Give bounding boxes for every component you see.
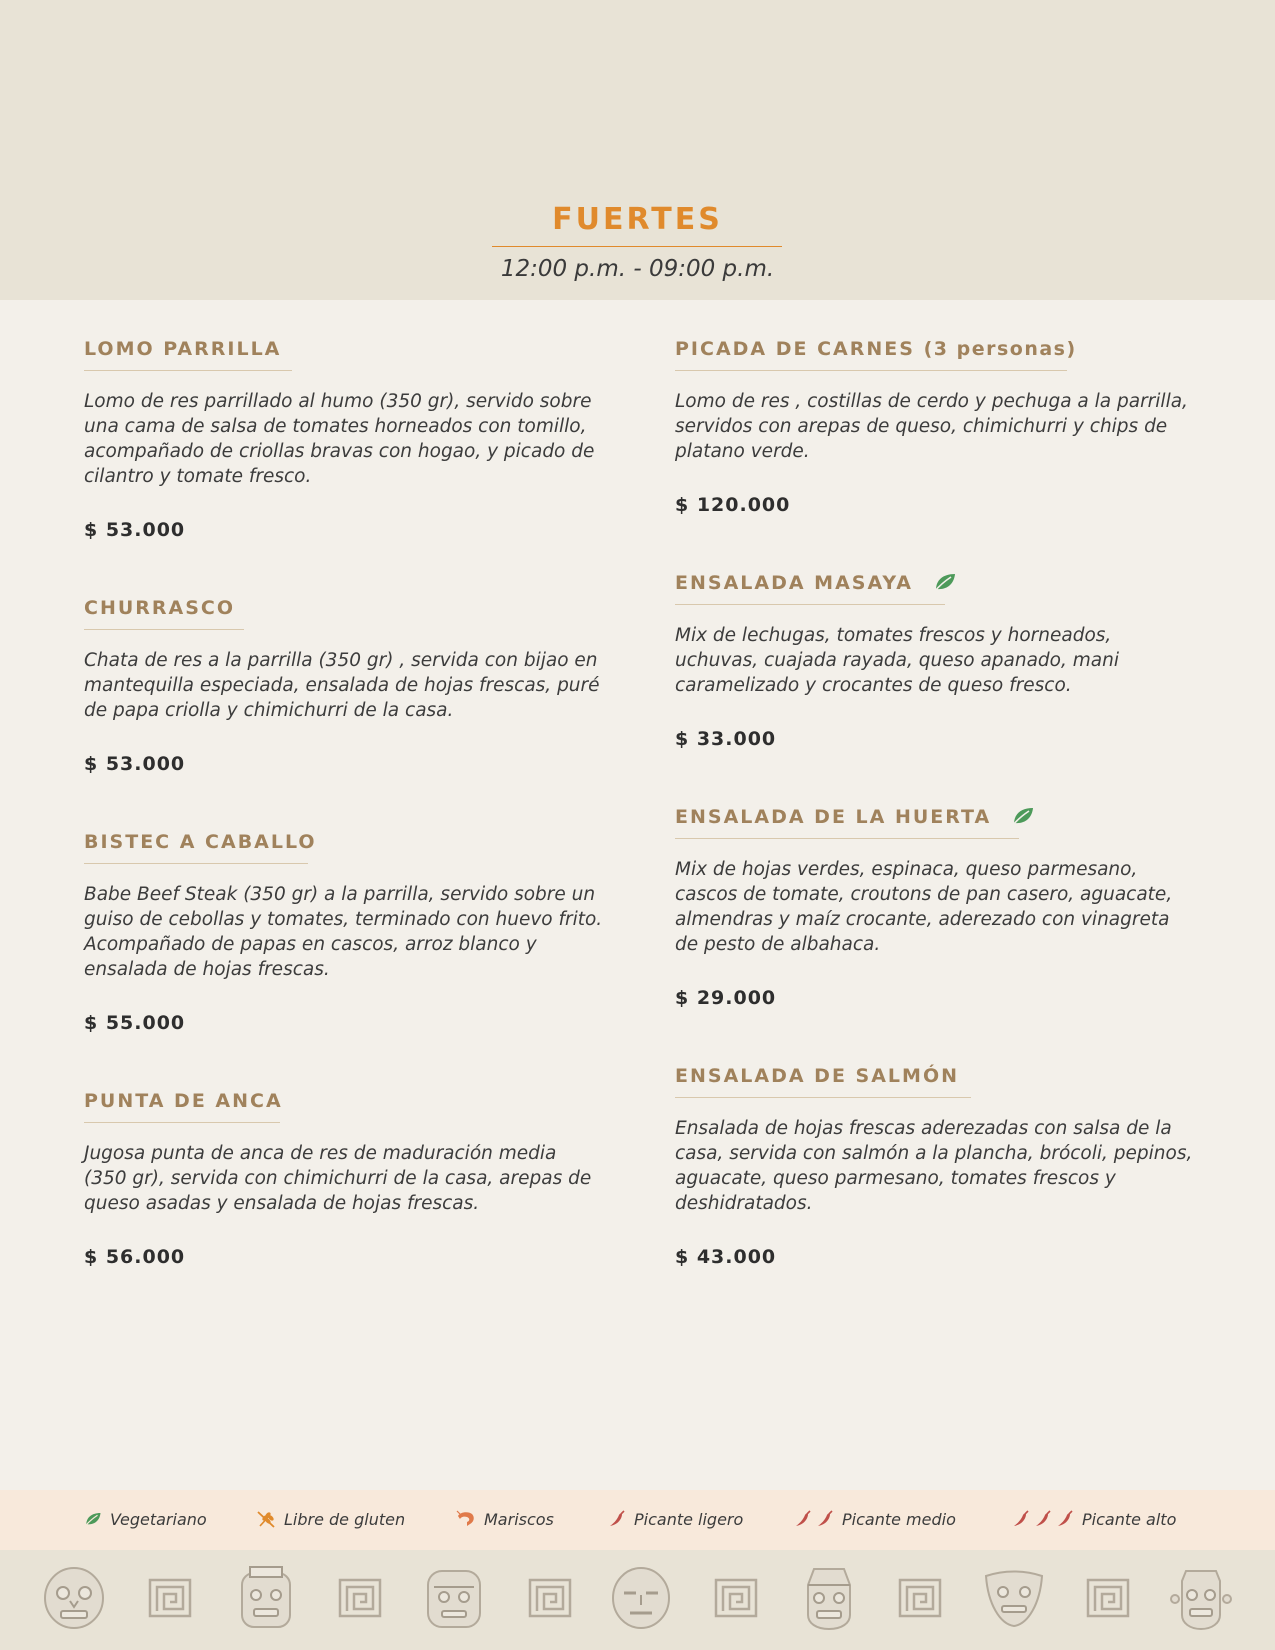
item-price: $ 56.000 (84, 1246, 186, 1268)
item-description: Ensalada de hojas frescas aderezadas con salsa de la casa, servida con salmón a la plancha, brócoli, pepinos, aguacate, queso parmesano, tomates frescos y deshidratados. (675, 1118, 1193, 1214)
item-divider (675, 604, 945, 605)
item-name: ENSALADA DE SALMÓN (675, 1065, 959, 1087)
menu-item-ensalada-de-la-huerta (675, 802, 1195, 1011)
mask-icon (610, 1565, 672, 1631)
item-description: Jugosa punta de anca de res de maduración media (350 gr), servida con chimichurri de la casa, arepas de queso asadas y ensalada de hojas frescas. (84, 1143, 592, 1214)
item-description: Babe Beef Steak (350 gr) a la parrilla, servido sobre un guiso de cebollas y tomates, terminado con huevo frito. Acompañado de papas en cascos, arroz blanco y ensalada de hojas frescas. (84, 884, 603, 980)
mask-icon (236, 1565, 296, 1631)
item-name: CHURRASCO (84, 597, 236, 619)
shrimp-icon (456, 1510, 476, 1528)
chili-pepper-icon (1034, 1510, 1052, 1528)
mask-icon (424, 1565, 484, 1631)
mask-icon (1170, 1565, 1232, 1631)
legend-label: Picante alto (1082, 1510, 1177, 1529)
section-hours: 12:00 p.m. - 09:00 p.m. (500, 256, 775, 282)
item-divider (675, 370, 1067, 371)
wheat-crossed-icon (256, 1509, 276, 1529)
menu-item-lomo-parrilla (84, 334, 604, 543)
item-price: $ 55.000 (84, 1012, 186, 1034)
spiral-icon (338, 1578, 382, 1618)
spiral-icon (898, 1578, 942, 1618)
item-price: $ 53.000 (84, 519, 186, 541)
item-name-text: ENSALADA DE LA HUERTA (675, 806, 992, 828)
legend-label: Picante ligero (634, 1510, 744, 1529)
vegetarian-leaf-icon (1011, 806, 1035, 826)
legend-label: Mariscos (484, 1510, 554, 1529)
item-price: $ 53.000 (84, 753, 186, 775)
item-name: LOMO PARRILLA (84, 338, 282, 360)
dietary-legend (0, 1490, 1275, 1550)
menu-item-bistec-a-caballo (84, 827, 604, 1036)
menu-column-left (84, 334, 604, 1270)
menu-item-punta-de-anca (84, 1086, 604, 1270)
item-description: Lomo de res parrillado al humo (350 gr), servido sobre una cama de salsa de tomates horneados con tomillo, acompañado de criollas bravas con hogao, y picado de cilantro y tomate fresco. (84, 391, 595, 487)
item-name (675, 802, 1035, 832)
legend-vegetarian (84, 1490, 207, 1550)
spiral-icon (528, 1578, 572, 1618)
item-name-text: PICADA DE CARNES (675, 338, 915, 360)
item-description: Mix de lechugas, tomates frescos y horneados, uchuvas, cuajada rayada, queso apanado, mani caramelizado y crocantes de queso fresco. (675, 625, 1119, 696)
title-divider (492, 246, 782, 247)
item-name: PUNTA DE ANCA (84, 1090, 283, 1112)
item-name (675, 568, 957, 598)
decorative-footer (0, 1550, 1275, 1650)
legend-label: Picante medio (842, 1510, 956, 1529)
chili-pepper-icon (816, 1510, 834, 1528)
item-divider (84, 1122, 280, 1123)
legend-label: Vegetariano (110, 1510, 207, 1529)
item-divider (84, 370, 292, 371)
vegetarian-leaf-icon (933, 572, 957, 592)
spiral-icon (1086, 1578, 1130, 1618)
item-price: $ 43.000 (675, 1246, 777, 1268)
item-divider (84, 863, 308, 864)
item-price: $ 33.000 (675, 728, 777, 750)
menu-column-right (675, 334, 1195, 1270)
legend-medium-spicy (794, 1490, 956, 1550)
chili-pepper-icon (794, 1510, 812, 1528)
legend-mild-spicy (608, 1490, 743, 1550)
item-divider (84, 629, 244, 630)
spiral-icon (714, 1578, 758, 1618)
menu-item-ensalada-masaya (675, 568, 1195, 752)
spiral-icon (148, 1578, 192, 1618)
chili-pepper-icon (1012, 1510, 1030, 1528)
section-title: FUERTES (552, 202, 723, 237)
section-header (0, 0, 1275, 300)
chili-pepper-icon (1056, 1510, 1074, 1528)
legend-gluten-free (256, 1490, 405, 1550)
mask-icon (984, 1570, 1044, 1628)
mask-icon (800, 1565, 858, 1631)
leaf-icon (84, 1511, 102, 1527)
legend-label: Libre de gluten (284, 1510, 406, 1529)
item-description: Mix de hojas verdes, espinaca, queso parmesano, cascos de tomate, croutons de pan casero, aguacate, almendras y maíz crocante, aderezado con vinagreta de pesto de albahaca. (675, 859, 1173, 955)
item-name-suffix: (3 personas) (923, 338, 1077, 360)
item-name-text: ENSALADA MASAYA (675, 572, 913, 594)
item-divider (675, 838, 1019, 839)
menu-item-churrasco (84, 593, 604, 777)
chili-pepper-icon (608, 1510, 626, 1528)
mask-icon (42, 1565, 106, 1631)
item-name (675, 334, 1077, 364)
item-price: $ 29.000 (675, 987, 777, 1009)
item-description: Lomo de res , costillas de cerdo y pechuga a la parrilla, servidos con arepas de queso, chimichurri y chips de platano verde. (675, 391, 1188, 462)
item-description: Chata de res a la parrilla (350 gr) , servida con bijao en mantequilla especiada, ensalada de hojas frescas, puré de papa criolla y chimichurri de la casa. (84, 650, 600, 721)
item-divider (675, 1097, 971, 1098)
item-name: BISTEC A CABALLO (84, 831, 317, 853)
menu-item-ensalada-de-salmon (675, 1061, 1195, 1270)
item-price: $ 120.000 (675, 494, 791, 516)
legend-seafood (456, 1490, 554, 1550)
legend-hot-spicy (1012, 1490, 1176, 1550)
menu-item-picada-de-carnes (675, 334, 1195, 518)
